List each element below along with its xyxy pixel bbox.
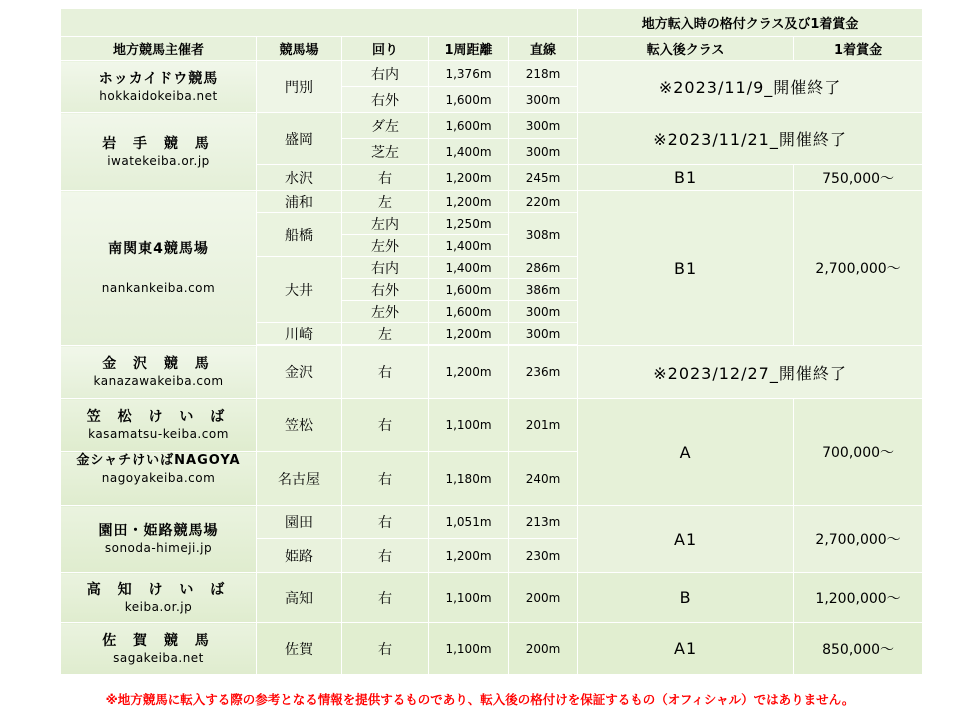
table-row bbox=[61, 346, 923, 399]
direction-cell: 右 bbox=[342, 539, 429, 573]
straight-cell: 386m bbox=[509, 279, 578, 301]
organizer-name: 笠 松 け い ば bbox=[86, 409, 231, 425]
track-cell: 佐賀 bbox=[257, 623, 342, 675]
direction-cell: 右内 bbox=[342, 61, 429, 87]
track-cell: 金沢 bbox=[257, 346, 342, 399]
header-group-title: 地方転入時の格付クラス及び1着賞金 bbox=[578, 9, 923, 37]
direction-cell: 右外 bbox=[342, 279, 429, 301]
straight-cell: 220m bbox=[509, 191, 578, 213]
distance-cell: 1,400m bbox=[429, 139, 509, 165]
direction-cell: 左外 bbox=[342, 235, 429, 257]
prize-cell: 2,700,000～ bbox=[794, 506, 923, 573]
table-row bbox=[61, 113, 923, 139]
distance-cell: 1,600m bbox=[429, 301, 509, 323]
distance-cell: 1,200m bbox=[429, 346, 509, 399]
track-cell: 船橋 bbox=[257, 213, 342, 257]
organizer-name: 金シャチけいばNAGOYA bbox=[76, 453, 241, 468]
distance-cell: 1,600m bbox=[429, 279, 509, 301]
header-blank bbox=[61, 9, 578, 37]
distance-cell: 1,100m bbox=[429, 399, 509, 452]
organizer-cell bbox=[61, 506, 257, 573]
class-cell: B1 bbox=[578, 165, 794, 191]
col-prize: 1着賞金 bbox=[794, 37, 923, 61]
distance-cell: 1,600m bbox=[429, 87, 509, 113]
straight-cell: 300m bbox=[509, 139, 578, 165]
organizer-cell bbox=[61, 623, 257, 675]
organizer-url[interactable]: keiba.or.jp bbox=[124, 599, 193, 614]
direction-cell: 右 bbox=[342, 573, 429, 623]
organizer-cell bbox=[61, 399, 257, 452]
direction-cell: 左内 bbox=[342, 213, 429, 235]
straight-cell: 200m bbox=[509, 623, 578, 675]
straight-cell: 230m bbox=[509, 539, 578, 573]
direction-cell: 右 bbox=[342, 165, 429, 191]
class-cell: A1 bbox=[578, 506, 794, 573]
straight-cell: 300m bbox=[509, 87, 578, 113]
class-cell: A1 bbox=[578, 623, 794, 675]
organizer-url[interactable]: kasamatsu-keiba.com bbox=[88, 427, 229, 441]
distance-cell: 1,250m bbox=[429, 213, 509, 235]
track-cell: 姫路 bbox=[257, 539, 342, 573]
col-distance: 1周距離 bbox=[429, 37, 509, 61]
straight-cell: 300m bbox=[509, 301, 578, 323]
track-cell: 浦和 bbox=[257, 191, 342, 213]
straight-cell: 236m bbox=[509, 346, 578, 399]
organizer-url[interactable]: kanazawakeiba.com bbox=[93, 374, 224, 388]
table-row bbox=[61, 573, 923, 623]
table-row bbox=[61, 506, 923, 539]
straight-cell: 218m bbox=[509, 61, 578, 87]
track-cell: 高知 bbox=[257, 573, 342, 623]
col-organizer: 地方競馬主催者 bbox=[61, 37, 257, 61]
table-row bbox=[61, 399, 923, 452]
distance-cell: 1,100m bbox=[429, 623, 509, 675]
organizer-name: ホッカイドウ競馬 bbox=[98, 70, 219, 87]
table-row bbox=[61, 61, 923, 87]
class-cell: B1 bbox=[578, 191, 794, 346]
prize-cell: 750,000～ bbox=[794, 165, 923, 191]
direction-cell: 右内 bbox=[342, 257, 429, 279]
organizer-cell bbox=[61, 191, 257, 346]
direction-cell: 右外 bbox=[342, 87, 429, 113]
track-cell: 水沢 bbox=[257, 165, 342, 191]
organizer-cell bbox=[61, 113, 257, 191]
straight-cell: 200m bbox=[509, 573, 578, 623]
organizer-url[interactable]: nagoyakeiba.com bbox=[101, 471, 216, 485]
track-cell: 名古屋 bbox=[257, 452, 342, 506]
organizer-url[interactable]: iwatekeiba.or.jp bbox=[107, 153, 210, 168]
table-row bbox=[61, 191, 923, 213]
track-cell: 笠松 bbox=[257, 399, 342, 452]
organizer-url[interactable]: nankankeiba.com bbox=[101, 281, 216, 295]
organizer-cell bbox=[61, 573, 257, 623]
straight-cell: 308m bbox=[509, 213, 578, 257]
organizer-cell bbox=[61, 61, 257, 113]
organizer-name: 佐 賀 競 馬 bbox=[102, 632, 215, 649]
organizer-name: 園田・姫路競馬場 bbox=[98, 523, 219, 539]
direction-cell: 右 bbox=[342, 399, 429, 452]
distance-cell: 1,200m bbox=[429, 165, 509, 191]
straight-cell: 201m bbox=[509, 399, 578, 452]
track-cell: 門別 bbox=[257, 61, 342, 113]
closed-note: ※2023/12/27_開催終了 bbox=[578, 346, 923, 399]
straight-cell: 245m bbox=[509, 165, 578, 191]
distance-cell: 1,100m bbox=[429, 573, 509, 623]
organizer-url[interactable]: hokkaidokeiba.net bbox=[99, 88, 218, 103]
distance-cell: 1,400m bbox=[429, 235, 509, 257]
col-track: 競馬場 bbox=[257, 37, 342, 61]
track-cell: 川崎 bbox=[257, 323, 342, 345]
table-row bbox=[61, 623, 923, 675]
direction-cell: 右 bbox=[342, 623, 429, 675]
distance-cell: 1,400m bbox=[429, 257, 509, 279]
prize-cell: 2,700,000～ bbox=[794, 191, 923, 346]
distance-cell: 1,376m bbox=[429, 61, 509, 87]
organizer-name: 高 知 け い ば bbox=[86, 581, 231, 598]
disclaimer-note: ※地方競馬に転入する際の参考となる情報を提供するものであり、転入後の格付けを保証するもの（オフィシャル）ではありません。 bbox=[105, 692, 855, 707]
organizer-name: 南関東4競馬場 bbox=[108, 241, 209, 257]
class-cell: A bbox=[578, 399, 794, 506]
class-cell: B bbox=[578, 573, 794, 623]
distance-cell: 1,600m bbox=[429, 113, 509, 139]
organizer-name: 金 沢 競 馬 bbox=[102, 356, 215, 372]
track-cell: 盛岡 bbox=[257, 113, 342, 165]
organizer-name: 岩 手 競 馬 bbox=[102, 135, 215, 152]
direction-cell: 右 bbox=[342, 506, 429, 539]
prize-cell: 1,200,000～ bbox=[794, 573, 923, 623]
col-direction: 回り bbox=[342, 37, 429, 61]
distance-cell: 1,180m bbox=[429, 452, 509, 506]
direction-cell: 左 bbox=[342, 323, 429, 345]
direction-cell: 芝左 bbox=[342, 139, 429, 165]
direction-cell: 右 bbox=[342, 452, 429, 506]
track-cell: 園田 bbox=[257, 506, 342, 539]
closed-note: ※2023/11/9_開催終了 bbox=[578, 61, 923, 113]
closed-note: ※2023/11/21_開催終了 bbox=[578, 113, 923, 165]
distance-cell: 1,200m bbox=[429, 323, 509, 345]
straight-cell: 286m bbox=[509, 257, 578, 279]
distance-cell: 1,051m bbox=[429, 506, 509, 539]
direction-cell: 左 bbox=[342, 191, 429, 213]
organizer-cell bbox=[61, 346, 257, 399]
col-class: 転入後クラス bbox=[578, 37, 794, 61]
transfer-class-table bbox=[60, 8, 923, 675]
direction-cell: 右 bbox=[342, 346, 429, 399]
prize-cell: 700,000～ bbox=[794, 399, 923, 506]
organizer-url[interactable]: sonoda-himeji.jp bbox=[104, 541, 213, 555]
organizer-url[interactable]: sagakeiba.net bbox=[113, 650, 204, 665]
distance-cell: 1,200m bbox=[429, 191, 509, 213]
distance-cell: 1,200m bbox=[429, 539, 509, 573]
direction-cell: ダ左 bbox=[342, 113, 429, 139]
straight-cell: 213m bbox=[509, 506, 578, 539]
direction-cell: 左外 bbox=[342, 301, 429, 323]
straight-cell: 300m bbox=[509, 113, 578, 139]
straight-cell: 240m bbox=[509, 452, 578, 506]
track-cell: 大井 bbox=[257, 257, 342, 323]
prize-cell: 850,000～ bbox=[794, 623, 923, 675]
organizer-cell bbox=[61, 452, 257, 506]
straight-cell: 300m bbox=[509, 323, 578, 345]
col-straight: 直線 bbox=[509, 37, 578, 61]
